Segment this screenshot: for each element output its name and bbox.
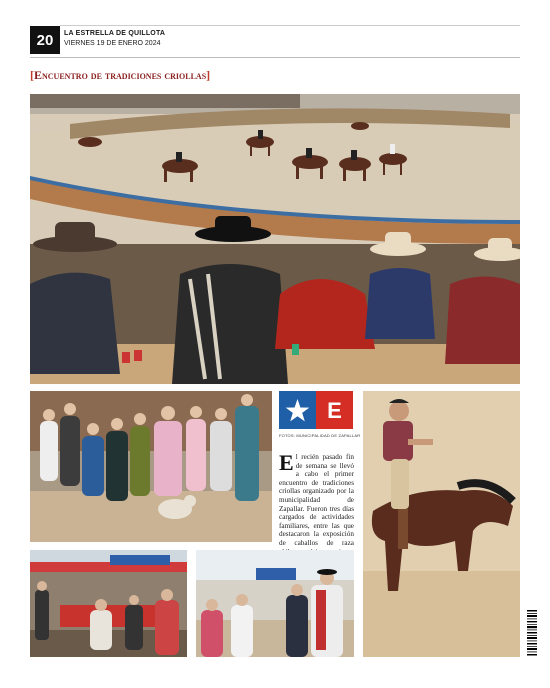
logo-letter: E (327, 398, 342, 423)
section-title-text: Encuentro de tradiciones criollas (34, 68, 207, 82)
drop-cap: E (279, 450, 294, 475)
photo-market-stalls (30, 550, 187, 657)
publication-date: VIERNES 19 DE ENERO 2024 (64, 40, 161, 47)
bracket-open: [ (30, 68, 34, 82)
photo-kids-lamb (30, 391, 272, 542)
chile-flag-logo (279, 391, 353, 429)
photo-festival-crowd (196, 550, 354, 657)
section-title (30, 68, 210, 83)
bracket-close: ] (206, 68, 211, 82)
publication-name: LA ESTRELLA DE QUILLOTA (64, 30, 166, 37)
top-rule (60, 25, 520, 26)
article-text: l recién pasado fin de semana se llevó a cabo el primer encuentro de tradiciones criollas organizado por la municipalidad de Zapallar. Fueron tres días cargados de actividades familiares, entre las que destacaron la exposición de caballos de raza (279, 453, 354, 547)
header-rule (30, 57, 520, 58)
main-photo-rodeo (30, 94, 520, 384)
photo-rider-horse (363, 391, 520, 657)
photo-credit: FOTOS: MUNICIPALIDAD DE ZAPALLAR (279, 433, 361, 438)
article-body (279, 450, 354, 565)
page-number: 20 (30, 26, 60, 54)
barcode-icon (527, 610, 537, 656)
